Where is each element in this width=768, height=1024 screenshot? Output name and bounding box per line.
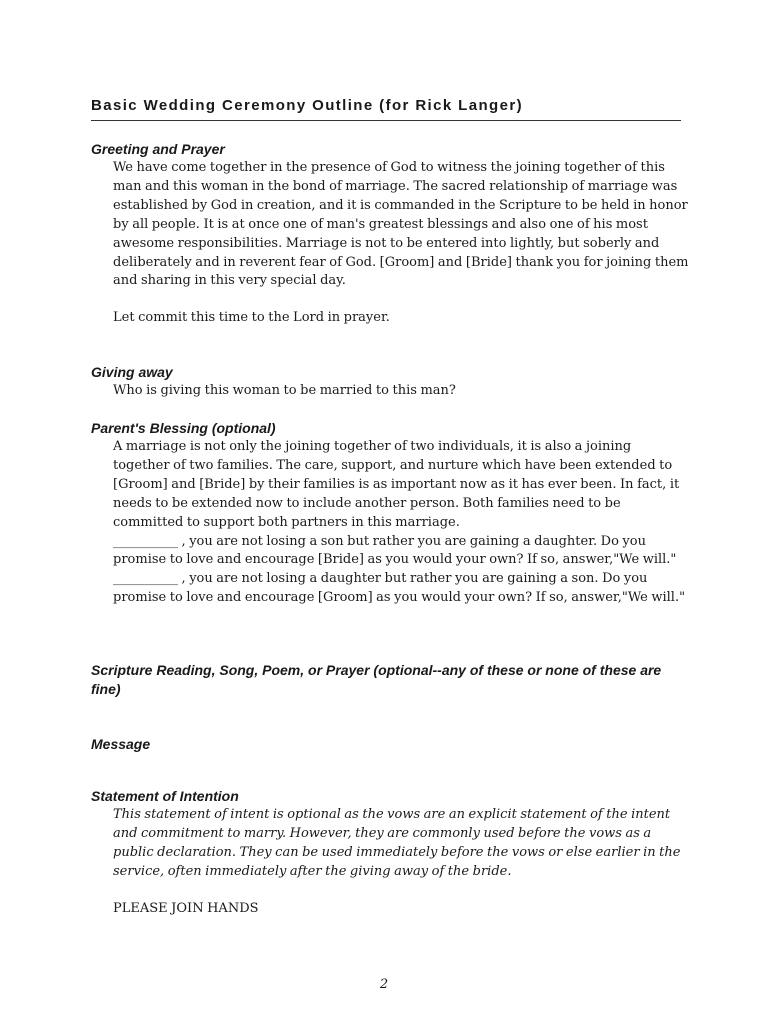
heading-giving-away: Giving away (91, 364, 173, 380)
section-greeting (91, 140, 691, 328)
page-number: 2 (379, 977, 389, 992)
giving-away-paragraph: Who is giving this woman to be married to this man? (113, 383, 456, 398)
heading-greeting: Greeting and Prayer (91, 141, 225, 157)
parents-blessing-paragraph: A marriage is not only the joining together of two individuals, it is also a joining together of two families. The care, support, and nurture which have been extended to [Groom] and [Bride] by their families is as important now as it has ever been. In fact, it needs to be extended now to include another person. Both families need to be committed to support both partners in this marriage. (113, 439, 680, 530)
heading-intention: Statement of Intention (91, 788, 239, 804)
section-scripture (91, 661, 691, 699)
section-message (91, 735, 691, 754)
parents-blessing-groom-family: __________ , you are not losing a son but rather you are gaining a daughter. Do you promise to love and encourage [Bride] as you would your own? If so, answer,"We will." (113, 533, 677, 568)
intention-paragraph: This statement of intent is optional as the vows are an explicit statement of the intent and commitment to marry. However, they are commonly used before the vows as a public declaration. They can be used immediately before the vows or else earlier in the service, often immediately after the giving away of the bride. (113, 807, 681, 879)
heading-message: Message (91, 736, 151, 752)
section-intention (91, 787, 691, 919)
heading-parents-blessing: Parent's Blessing (optional) (91, 420, 276, 436)
section-parents-blessing (91, 419, 691, 608)
section-giving-away (91, 363, 691, 401)
heading-scripture: Scripture Reading, Song, Poem, or Prayer (optional--any of these or none of these are fine) (91, 662, 662, 697)
document-title: Basic Wedding Ceremony Outline (for Rick Langer) (91, 96, 681, 121)
parents-blessing-bride-family: __________ , you are not losing a daughter but rather you are gaining a son. Do you promise to love and encourage [Groom] as you would your own? If so, answer,"We will." (113, 571, 686, 606)
greeting-paragraph: We have come together in the presence of God to witness the joining together of this man and this woman in the bond of marriage. The sacred relationship of marriage was established by God in creation, and it is commanded in the Scripture to be held in honor by all people. It is at once one of man's greatest blessings and also one of his most awesome responsibilities. Marriage is not to be entered into lightly, but soberly and deliberately and in reverent fear of God. [Groom] and [Bride] thank you for joining them and sharing in this very special day. (113, 160, 689, 289)
prayer-paragraph: Let commit this time to the Lord in prayer. (113, 310, 390, 326)
join-hands-instruction: PLEASE JOIN HANDS (113, 900, 259, 916)
